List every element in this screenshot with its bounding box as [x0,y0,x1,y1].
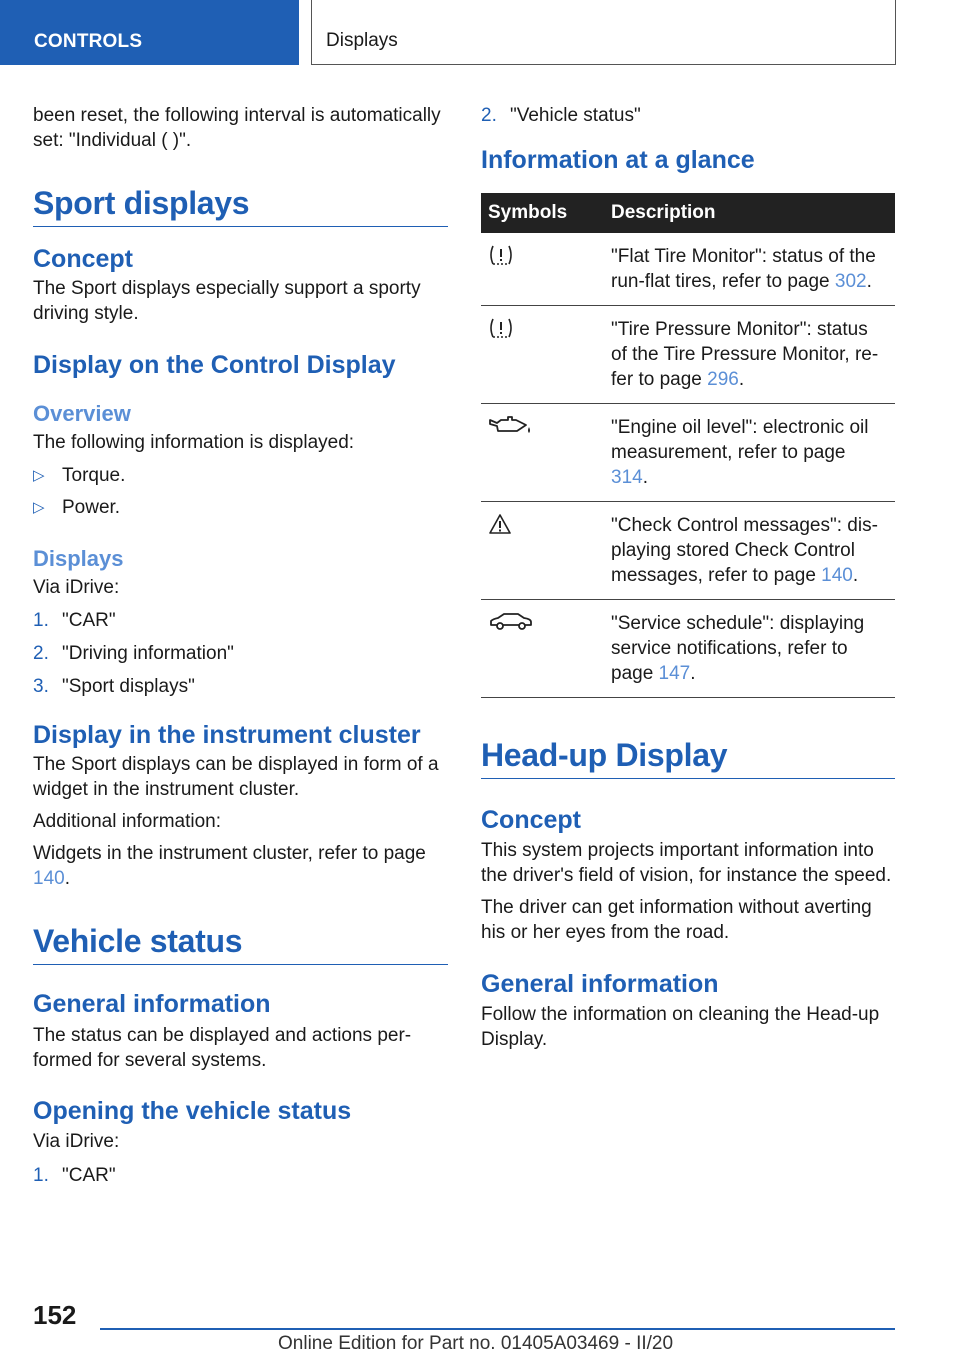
concept-text: The Sport displays especially support a sporty driving style. [33,278,421,324]
hud-concept-text-2: The driver can get information without averting his or her eyes from the road. [481,897,872,943]
list-item: 1. "CAR" [33,610,116,631]
overview-text: The following information is displayed: [33,432,355,453]
table-row: "Tire Pressure Monitor": status of the Tire Pressure Monitor, re-fer to page 296. [481,306,895,404]
table-row: "Service schedule": displaying service notifications, refer to page 147. [481,600,895,698]
list-item: 2. "Driving information" [33,643,234,664]
sport-displays-heading: Sport displays [33,184,448,227]
symbols-table [481,193,895,698]
car-icon [488,611,534,631]
hud-heading: Head-up Display [481,736,895,779]
triangle-bullet-icon: ▷ [33,467,45,484]
left-column [33,100,448,1188]
oil-can-icon [488,415,534,435]
concept-heading: Concept [33,245,133,273]
page-link[interactable]: 147 [658,663,691,684]
hud-general-heading: General information [481,970,719,998]
triangle-bullet-icon: ▷ [33,499,45,516]
right-column [481,100,895,1052]
opening-status-heading: Opening the vehicle status [33,1097,352,1125]
page-link[interactable]: 296 [707,369,739,390]
section-tab: CONTROLS [0,0,299,65]
intro-text: been reset, the following interval is automatically set: "Individual ( )". [33,105,441,151]
table-row: "Engine oil level": electronic oil measurement, refer to page 314. [481,404,895,502]
instrument-text: The Sport displays can be displayed in form of a widget in the instrument cluster. [33,754,439,800]
glance-heading: Information at a glance [481,146,755,174]
displays-heading: Displays [33,546,124,571]
chapter-tab: Displays [311,0,896,65]
warning-triangle-icon [488,513,512,535]
table-row: "Check Control messages": dis-playing stored Check Control messages, refer to page 140. [481,502,895,600]
list-item: 1. "CAR" [33,1165,116,1186]
opening-via-text: Via iDrive: [33,1131,120,1152]
footer-divider [100,1328,895,1330]
list-item: 2. "Vehicle status" [481,105,641,126]
table-row: "Flat Tire Monitor": status of the run-flat tires, refer to page 302. [481,233,895,306]
general-info-text: The status can be displayed and actions per-formed for several systems. [33,1025,412,1071]
control-display-heading: Display on the Control Display [33,351,396,379]
edition-text: Online Edition for Part no. 01405A03469 - II/20 [278,1333,674,1354]
additional-info-text: Additional information: [33,811,221,832]
page-number: 152 [33,1300,77,1330]
via-idrive-text: Via iDrive: [33,577,120,598]
hud-general-text: Follow the information on cleaning the Head-up Display. [481,1004,880,1050]
instrument-cluster-heading: Display in the instrument cluster [33,721,421,749]
page-link[interactable]: 302 [834,271,867,292]
widgets-reference: Widgets in the instrument cluster, refer to page 140. [33,843,426,889]
tire-warning-icon [488,244,514,266]
vehicle-status-heading: Vehicle status [33,922,448,965]
general-info-heading: General information [33,990,271,1018]
overview-heading: Overview [33,401,131,426]
page-link[interactable]: 140 [821,565,853,586]
list-item: ▷ Power. [33,497,121,518]
tire-warning-icon [488,317,514,339]
page-link[interactable]: 314 [611,467,643,488]
table-header: Symbols [481,193,611,233]
list-item: ▷ Torque. [33,465,126,486]
list-item: 3. "Sport displays" [33,676,195,697]
page-link[interactable]: 140 [33,868,65,889]
hud-concept-heading: Concept [481,806,581,834]
hud-concept-text: This system projects important information into the driver's field of vision, for instance the speed. [481,840,892,886]
table-header: Description [611,193,895,233]
